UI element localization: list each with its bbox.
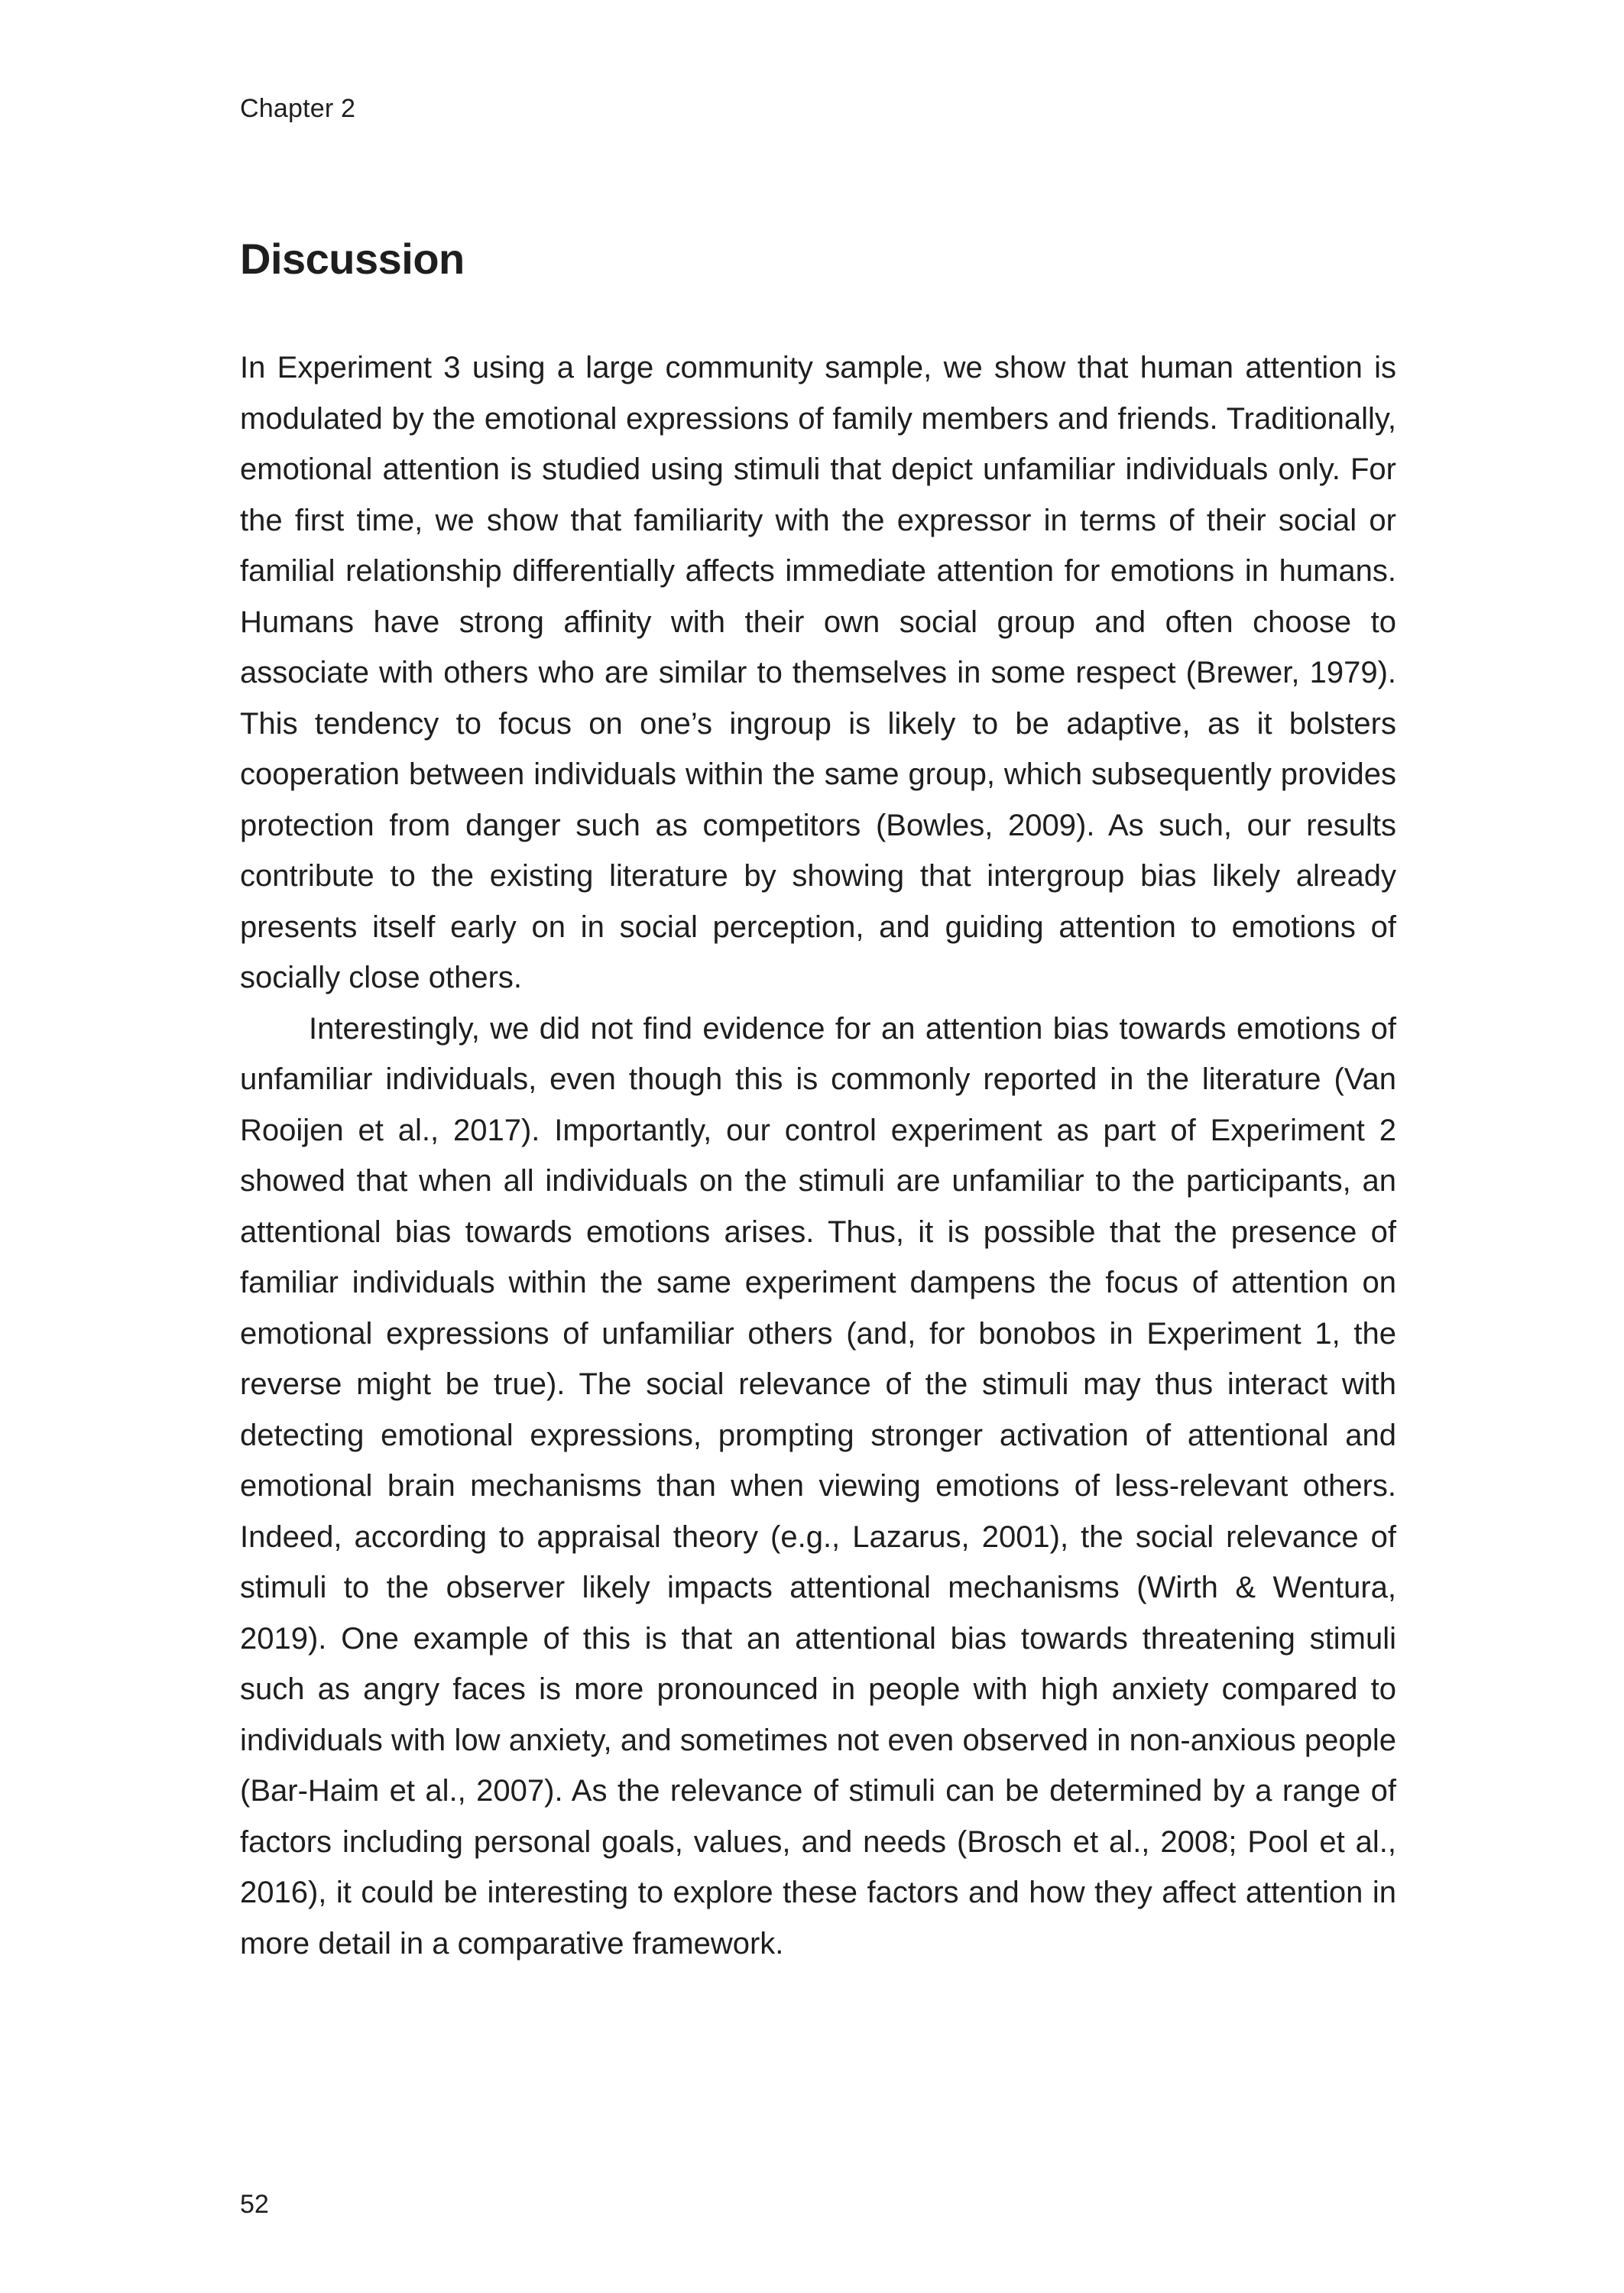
section-title: Discussion <box>240 235 465 283</box>
paragraph-1: In Experiment 3 using a large community sample, we show that human attention is modulated by the emotional expressions of family members and friends. Traditionally, emotional attention is studied using stimuli that depict unfamiliar individuals only. For the first time, we show that familiarity with the expressor in terms of their social or familial relationship differentially affects immediate attention for emotions in humans. Humans have strong affinity with their own social group and often choose to associate with others who are similar to themselves in some respect (Brewer, 1979). This tendency to focus on one’s ingroup is likely to be adaptive, as it bolsters cooperation between individuals within the same group, which subsequently provides protection from danger such as competitors (Bowles, 2009). As such, our results contribute to the existing literature by showing that intergroup bias likely already presents itself early on in social perception, and guiding attention to emotions of socially close others. <box>240 351 1396 994</box>
paragraph-2: Interestingly, we did not find evidence for an attention bias towards emotions of unfamiliar individuals, even though this is commonly reported in the literature (Van Rooijen et al., 2017). Importantly, our control experiment as part of Experiment 2 showed that when all individuals on the stimuli are unfamiliar to the participants, an attentional bias towards emotions arises. Thus, it is possible that the presence of familiar individuals within the same experiment dampens the focus of attention on emotional expressions of unfamiliar others (and, for bonobos in Experiment 1, the reverse might be true). The social relevance of the stimuli may thus interact with detecting emotional expressions, prompting stronger activation of attentional and emotional brain mechanisms than when viewing emotions of less-relevant others. Indeed, according to appraisal theory (e.g., Lazarus, 2001), the social relevance of stimuli to the observer likely impacts attentional mechanisms (Wirth & Wentura, 2019). One example of this is that an attentional bias towards threatening stimuli such as angry faces is more pronounced in people with high anxiety compared to individuals with low anxiety, and sometimes not even observed in non-anxious people (Bar-Haim et al., 2007). As the relevance of stimuli can be determined by a range of factors including personal goals, values, and needs (Brosch et al., 2008; Pool et al., 2016), it could be interesting to explore these factors and how they affect attention in more detail in a comparative framework. <box>240 1011 1396 1961</box>
body-text <box>240 342 1396 1969</box>
page-number: 52 <box>240 2190 269 2219</box>
running-head: Chapter 2 <box>240 94 356 123</box>
